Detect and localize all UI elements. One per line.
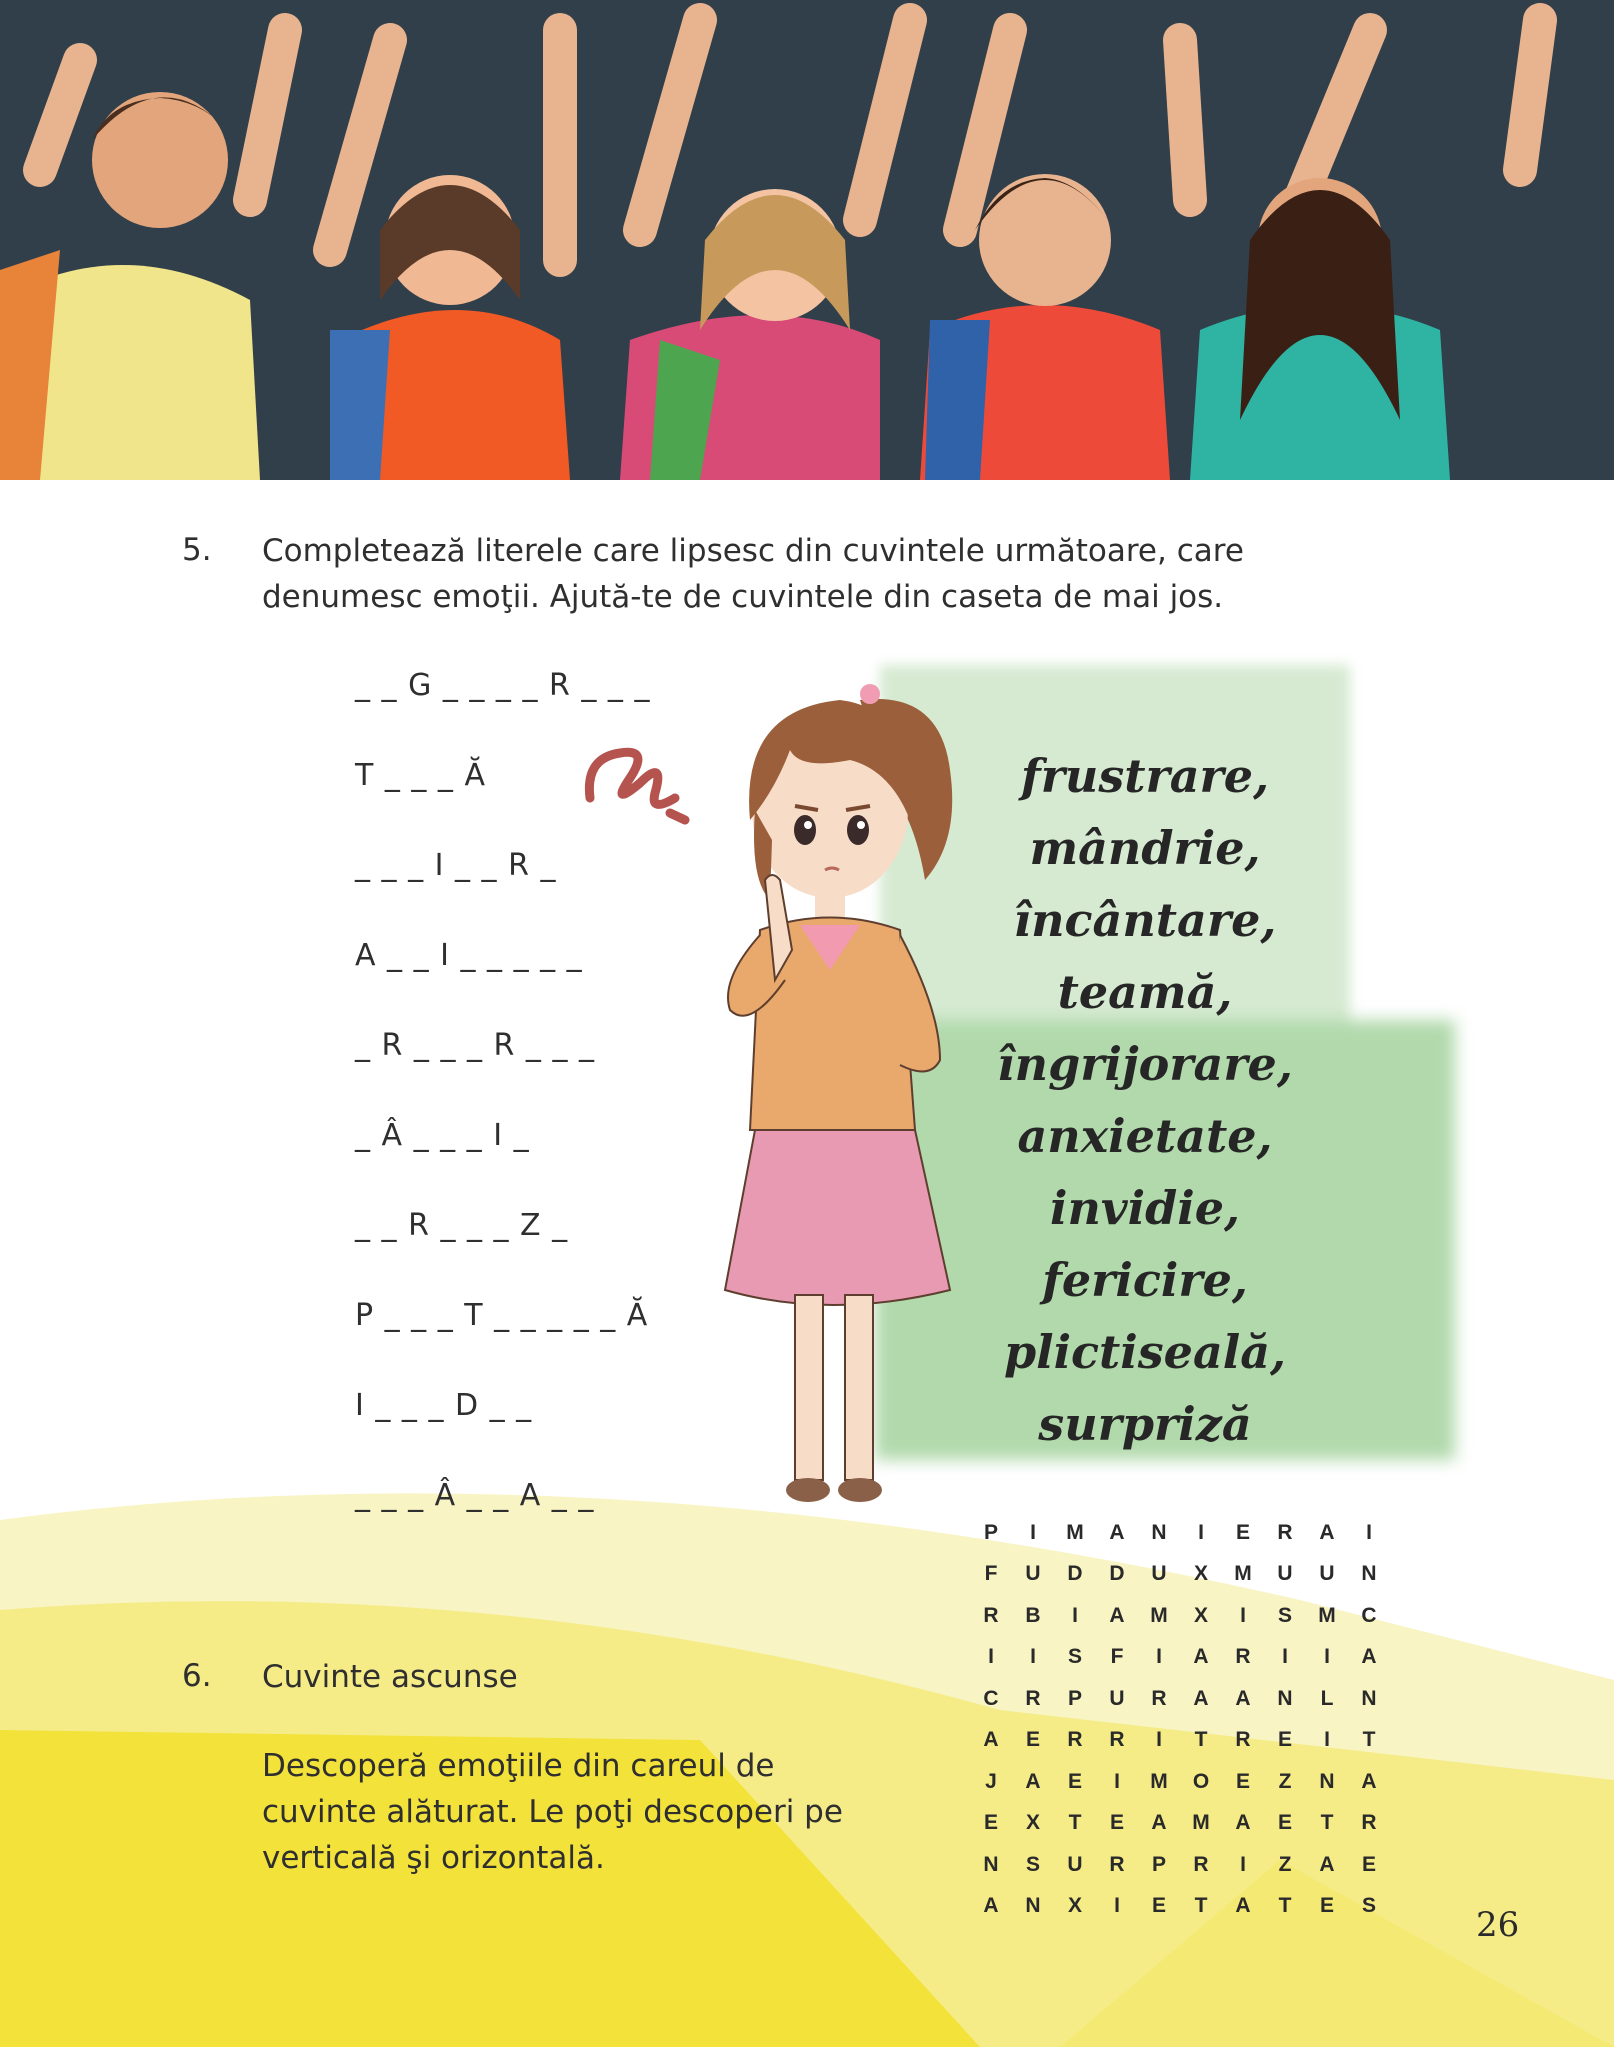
grid-cell[interactable]: S xyxy=(1067,1645,1082,1669)
grid-cell[interactable]: U xyxy=(1067,1852,1083,1876)
grid-cell[interactable]: S xyxy=(1277,1603,1292,1627)
grid-cell[interactable]: X xyxy=(1193,1603,1208,1627)
scribble-icon xyxy=(580,738,690,828)
puzzle-word: _ Â _ _ _ I _ xyxy=(355,1118,530,1153)
grid-cell[interactable]: C xyxy=(983,1686,999,1710)
grid-cell[interactable]: R xyxy=(1067,1728,1083,1752)
grid-cell[interactable]: I xyxy=(1030,1520,1036,1544)
grid-row xyxy=(970,1678,1390,1720)
grid-cell[interactable]: E xyxy=(1277,1811,1292,1835)
grid-cell[interactable]: I xyxy=(1240,1603,1246,1627)
grid-cell[interactable]: U xyxy=(1319,1562,1335,1586)
grid-cell[interactable]: A xyxy=(1109,1520,1125,1544)
instruction-line: cuvinte alăturat. Le poţi descoperi pe xyxy=(262,1794,843,1830)
grid-cell[interactable]: X xyxy=(1067,1894,1082,1918)
puzzle-word: P _ _ _ T _ _ _ _ _ Ă xyxy=(355,1298,649,1333)
exercise-6-instruction xyxy=(262,1743,942,1881)
grid-cell[interactable]: P xyxy=(983,1520,998,1544)
grid-cell[interactable]: E xyxy=(1109,1811,1124,1835)
grid-cell[interactable]: M xyxy=(1150,1603,1168,1627)
grid-cell[interactable]: I xyxy=(1282,1645,1288,1669)
grid-row xyxy=(970,1761,1390,1803)
grid-cell[interactable]: T xyxy=(1068,1811,1082,1835)
grid-row xyxy=(970,1844,1390,1886)
word-box-item: fericire, xyxy=(1042,1253,1248,1307)
grid-cell[interactable]: M xyxy=(1150,1769,1168,1793)
grid-cell[interactable]: N xyxy=(1361,1686,1377,1710)
exercise-5-number: 5. xyxy=(182,532,212,568)
exercise-6-number: 6. xyxy=(182,1658,212,1694)
grid-cell[interactable]: A xyxy=(1025,1769,1041,1793)
grid-cell[interactable]: P xyxy=(1067,1686,1082,1710)
grid-cell[interactable]: A xyxy=(983,1894,999,1918)
word-box-item: teamă, xyxy=(1057,965,1233,1019)
grid-cell[interactable]: E xyxy=(1277,1728,1292,1752)
grid-cell[interactable]: I xyxy=(1030,1645,1036,1669)
grid-row xyxy=(970,1803,1390,1845)
grid-cell[interactable]: D xyxy=(1067,1562,1083,1586)
grid-cell[interactable]: R xyxy=(1193,1852,1209,1876)
grid-cell[interactable]: E xyxy=(1235,1520,1250,1544)
grid-cell[interactable]: R xyxy=(1109,1852,1125,1876)
instruction-line: Descoperă emoţiile din careul de xyxy=(262,1748,775,1784)
word-box-item: invidie, xyxy=(1049,1181,1241,1235)
grid-cell[interactable]: X xyxy=(1025,1811,1040,1835)
grid-cell[interactable]: I xyxy=(1366,1520,1372,1544)
puzzle-word: _ _ R _ _ _ Z _ xyxy=(355,1208,569,1243)
exercise-5-instruction xyxy=(262,528,1462,620)
instruction-line: verticală şi orizontală. xyxy=(262,1840,605,1876)
grid-cell[interactable]: S xyxy=(1025,1852,1040,1876)
page-number: 26 xyxy=(1476,1905,1520,1945)
grid-cell[interactable]: N xyxy=(1319,1769,1335,1793)
puzzle-word: T _ _ _ Ă xyxy=(355,758,486,793)
grid-cell[interactable]: I xyxy=(1324,1645,1330,1669)
grid-cell[interactable]: N xyxy=(1361,1562,1377,1586)
puzzle-word: _ _ G _ _ _ _ R _ _ _ xyxy=(355,668,651,703)
word-box-item: anxietate, xyxy=(1017,1109,1273,1163)
grid-cell[interactable]: C xyxy=(1361,1603,1377,1627)
instruction-line: Completează literele care lipsesc din cuvintele următoare, care xyxy=(262,533,1244,569)
grid-cell[interactable]: A xyxy=(1109,1603,1125,1627)
grid-cell[interactable]: U xyxy=(1025,1562,1041,1586)
puzzle-word: A _ _ I _ _ _ _ _ xyxy=(355,938,583,973)
grid-cell[interactable]: A xyxy=(1193,1645,1209,1669)
grid-cell[interactable]: N xyxy=(1151,1520,1167,1544)
grid-cell[interactable]: R xyxy=(983,1603,999,1627)
grid-cell[interactable]: J xyxy=(985,1769,997,1793)
grid-cell[interactable]: R xyxy=(1025,1686,1041,1710)
grid-cell[interactable]: E xyxy=(983,1811,998,1835)
grid-cell[interactable]: R xyxy=(1235,1645,1251,1669)
grid-cell[interactable]: A xyxy=(1361,1769,1377,1793)
grid-cell[interactable]: B xyxy=(1025,1603,1041,1627)
word-box-item: plictiseală, xyxy=(1003,1325,1287,1379)
grid-cell[interactable]: Z xyxy=(1278,1852,1292,1876)
word-search-grid xyxy=(970,1512,1390,1927)
grid-cell[interactable]: A xyxy=(1319,1520,1335,1544)
grid-cell[interactable]: N xyxy=(983,1852,999,1876)
grid-cell[interactable]: I xyxy=(1156,1645,1162,1669)
grid-cell[interactable]: F xyxy=(1110,1645,1124,1669)
grid-cell[interactable]: F xyxy=(984,1562,998,1586)
grid-cell[interactable]: I xyxy=(1198,1520,1204,1544)
word-box-item: mândrie, xyxy=(1029,821,1261,875)
word-box-item: frustrare, xyxy=(1020,749,1270,803)
grid-cell[interactable]: T xyxy=(1320,1811,1334,1835)
puzzle-word: _ R _ _ _ R _ _ _ xyxy=(355,1028,595,1063)
word-box-item: încântare, xyxy=(1013,893,1277,947)
grid-cell[interactable]: I xyxy=(1072,1603,1078,1627)
grid-row xyxy=(970,1720,1390,1762)
grid-cell[interactable]: T xyxy=(1194,1894,1208,1918)
grid-cell[interactable]: E xyxy=(1151,1894,1166,1918)
grid-cell[interactable]: R xyxy=(1235,1728,1251,1752)
word-box-item: surpriză xyxy=(1038,1397,1252,1451)
grid-row xyxy=(970,1554,1390,1596)
grid-cell[interactable]: T xyxy=(1278,1894,1292,1918)
grid-cell[interactable]: E xyxy=(1319,1894,1334,1918)
grid-cell[interactable]: N xyxy=(1277,1686,1293,1710)
grid-cell[interactable]: M xyxy=(1318,1603,1336,1627)
grid-cell[interactable]: I xyxy=(1240,1852,1246,1876)
grid-cell[interactable]: T xyxy=(1362,1728,1376,1752)
grid-cell[interactable]: U xyxy=(1277,1562,1293,1586)
grid-cell[interactable]: M xyxy=(1192,1811,1210,1835)
grid-row xyxy=(970,1637,1390,1679)
grid-cell[interactable]: A xyxy=(1235,1811,1251,1835)
grid-cell[interactable]: D xyxy=(1109,1562,1125,1586)
thinking-girl-illustration xyxy=(700,680,970,1540)
grid-cell[interactable]: E xyxy=(1361,1852,1376,1876)
grid-cell[interactable]: A xyxy=(1193,1686,1209,1710)
grid-cell[interactable]: R xyxy=(1151,1686,1167,1710)
grid-cell[interactable]: R xyxy=(1361,1811,1377,1835)
grid-cell[interactable]: L xyxy=(1320,1686,1334,1710)
grid-cell[interactable]: Z xyxy=(1278,1769,1292,1793)
grid-cell[interactable]: I xyxy=(1114,1769,1120,1793)
grid-cell[interactable]: M xyxy=(1234,1562,1252,1586)
grid-row xyxy=(970,1595,1390,1637)
grid-cell[interactable]: I xyxy=(1114,1894,1120,1918)
grid-cell[interactable]: U xyxy=(1109,1686,1125,1710)
grid-cell[interactable]: I xyxy=(1324,1728,1330,1752)
grid-cell[interactable]: A xyxy=(1361,1645,1377,1669)
word-box xyxy=(935,740,1355,1460)
grid-row xyxy=(970,1512,1390,1554)
grid-cell[interactable]: A xyxy=(1235,1686,1251,1710)
grid-cell[interactable]: R xyxy=(1277,1520,1293,1544)
grid-cell[interactable]: N xyxy=(1025,1894,1041,1918)
grid-row xyxy=(970,1886,1390,1928)
puzzle-word: _ _ _ Â _ _ A _ _ xyxy=(355,1478,595,1513)
grid-cell[interactable]: X xyxy=(1193,1562,1208,1586)
grid-cell[interactable]: P xyxy=(1151,1852,1166,1876)
grid-cell[interactable]: A xyxy=(1151,1811,1167,1835)
grid-cell[interactable]: T xyxy=(1194,1728,1208,1752)
instruction-line: denumesc emoţii. Ajută-te de cuvintele din caseta de mai jos. xyxy=(262,579,1224,615)
header-photo xyxy=(0,0,1614,480)
grid-cell[interactable]: E xyxy=(1235,1769,1250,1793)
exercise-6-title: Cuvinte ascunse xyxy=(262,1659,518,1695)
puzzle-word: I _ _ _ D _ _ xyxy=(355,1388,533,1423)
puzzle-word: _ _ _ I _ _ R _ xyxy=(355,848,557,883)
grid-cell[interactable]: A xyxy=(1319,1852,1335,1876)
grid-cell[interactable]: E xyxy=(1067,1769,1082,1793)
grid-cell[interactable]: I xyxy=(988,1645,994,1669)
grid-cell[interactable]: U xyxy=(1151,1562,1167,1586)
grid-cell[interactable]: S xyxy=(1361,1894,1376,1918)
word-box-item: îngrijorare, xyxy=(997,1037,1293,1091)
grid-cell[interactable]: A xyxy=(1235,1894,1251,1918)
grid-cell[interactable]: E xyxy=(1025,1728,1040,1752)
grid-cell[interactable]: I xyxy=(1156,1728,1162,1752)
grid-cell[interactable]: A xyxy=(983,1728,999,1752)
grid-cell[interactable]: O xyxy=(1192,1769,1210,1793)
grid-cell[interactable]: R xyxy=(1109,1728,1125,1752)
grid-cell[interactable]: M xyxy=(1066,1520,1084,1544)
